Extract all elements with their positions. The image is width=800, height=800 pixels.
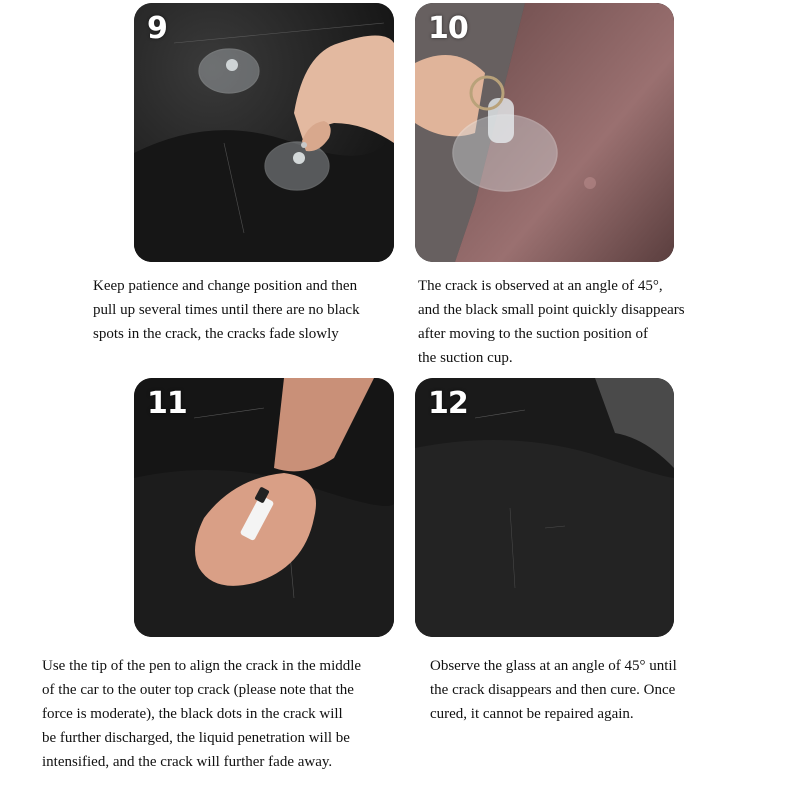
step-11-photo	[134, 378, 394, 637]
step-number: 9	[147, 11, 167, 46]
step-9-photo	[134, 3, 394, 262]
suction-cup-pull-illustration	[134, 3, 394, 262]
step-9-caption: Keep patience and change position and then pull up several times until there are no black spots in the crack, the cracks fade slowly	[93, 278, 360, 342]
step-number: 11	[147, 386, 187, 421]
step-12-photo	[415, 378, 674, 637]
step-number: 12	[428, 386, 468, 421]
step-10-caption: The crack is observed at an angle of 45°, and the black small point quickly disappears after moving to the suction position of the suction cup.	[418, 278, 685, 366]
step-10-photo	[415, 3, 674, 262]
step-12-caption: Observe the glass at an angle of 45° until the crack disappears and then cure. Once cured, it cannot be repaired again.	[430, 658, 677, 722]
step-number: 10	[428, 11, 468, 46]
step-11-caption: Use the tip of the pen to align the crack in the middle of the car to the outer top crack (please note that the force is moderate), the black dots in the crack will be further discharged, the liquid penetration will be intensified, and the crack will further fade away.	[42, 658, 362, 770]
